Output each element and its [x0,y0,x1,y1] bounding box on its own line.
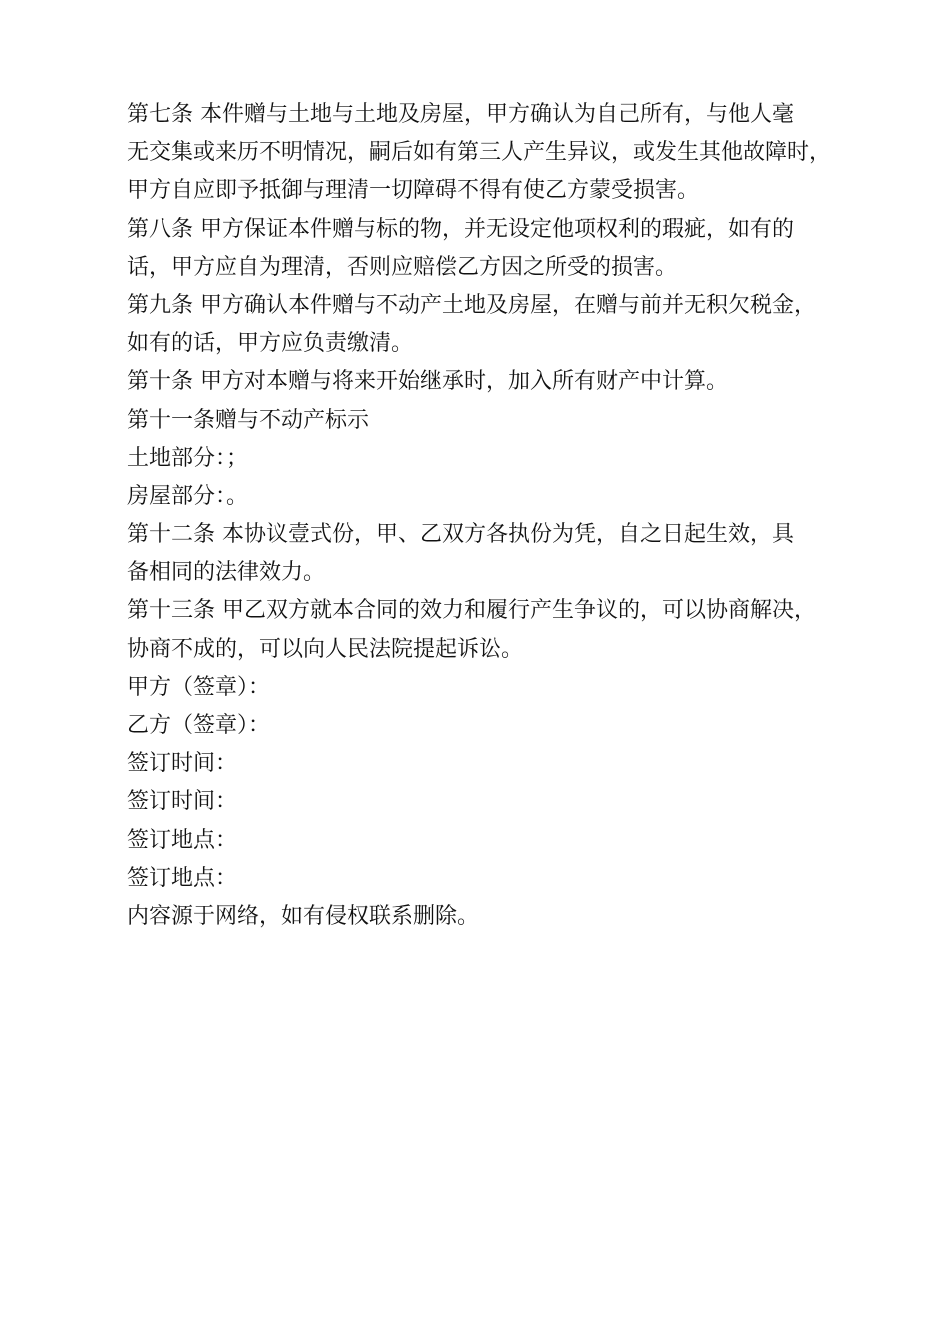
article-9-line-1: 第九条 甲方确认本件赠与不动产土地及房屋，在赠与前并无积欠税金， [127,292,816,318]
article-13-line-1: 第十三条 甲乙双方就本合同的效力和履行产生争议的，可以协商解决， [127,598,816,624]
article-8-line-2: 话，甲方应自为理清，否则应赔偿乙方因之所受的损害。 [127,254,678,280]
signing-time-2: 签订时间： [127,789,238,815]
signing-place-2: 签订地点： [127,865,238,891]
article-7-line-2: 无交集或来历不明情况，嗣后如有第三人产生异议，或发生其他故障时， [127,140,832,166]
article-13-line-2: 协商不成的，可以向人民法院提起诉讼。 [127,636,524,662]
signing-place-1: 签订地点： [127,827,238,853]
land-section: 土地部分：； [127,445,249,471]
article-7-line-3: 甲方自应即予抵御与理清一切障碍不得有使乙方蒙受损害。 [127,178,700,204]
article-12-line-1: 第十二条 本协议壹式份，甲、乙双方各执份为凭，自之日起生效，具 [127,522,794,548]
signing-time-1: 签订时间： [127,751,238,777]
document-body [127,96,842,936]
house-section: 房屋部分：。 [127,483,249,509]
article-10: 第十条 甲方对本赠与将来开始继承时，加入所有财产中计算。 [127,369,728,395]
disclaimer: 内容源于网络，如有侵权联系删除。 [127,903,480,929]
party-b-signature: 乙方（签章）： [127,713,271,738]
article-9-line-2: 如有的话，甲方应负责缴清。 [127,331,414,357]
article-8-line-1: 第八条 甲方保证本件赠与标的物，并无设定他项权利的瑕疵，如有的 [127,216,794,242]
article-11-heading: 第十一条赠与不动产标示 [127,407,370,433]
article-12-line-2: 备相同的法律效力。 [127,560,326,586]
article-7-line-1: 第七条 本件赠与土地与土地及房屋，甲方确认为自己所有，与他人毫 [127,102,794,127]
party-a-signature: 甲方（签章）： [127,674,271,700]
